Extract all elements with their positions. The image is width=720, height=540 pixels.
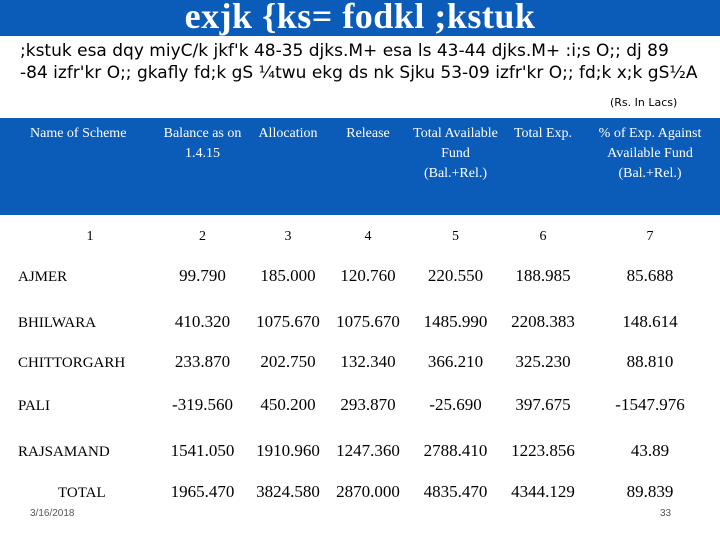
table-cell: 3824.580 — [256, 482, 320, 501]
table-cell: 220.550 — [427, 266, 484, 285]
table-cell: 1965.470 — [170, 482, 235, 501]
table-cell: 1541.050 — [170, 441, 235, 460]
table-cell: 185.000 — [260, 266, 316, 285]
table-cell: 233.870 — [174, 352, 231, 371]
column-number: 1 — [86, 229, 94, 244]
units-label: (Rs. In Lacs) — [610, 96, 678, 109]
column-number: 2 — [199, 229, 206, 244]
column-number: 4 — [364, 229, 372, 244]
scheme-name: AJMER — [18, 269, 68, 285]
table-cell: 366.210 — [427, 352, 484, 371]
column-header: Release — [346, 126, 390, 141]
table-cell: 397.675 — [515, 395, 571, 414]
table-cell: 132.340 — [340, 352, 396, 371]
page-number: 33 — [660, 508, 672, 519]
table-cell: 99.790 — [179, 266, 226, 285]
column-header: Total Exp. — [513, 126, 573, 141]
table-cell: 89.839 — [626, 482, 674, 501]
column-number: 3 — [284, 229, 292, 244]
table-cell: 4835.470 — [423, 482, 488, 501]
scheme-name: TOTAL — [58, 485, 106, 501]
table-cell: 2870.000 — [336, 482, 400, 501]
scheme-name: BHILWARA — [18, 315, 97, 331]
column-header: Allocation — [258, 126, 318, 141]
column-header: Total Available Fund (Bal.+Rel.) — [413, 126, 498, 181]
table-cell: 450.200 — [260, 395, 316, 414]
table-cell: 4344.129 — [511, 482, 575, 501]
table-cell: 2788.410 — [423, 441, 488, 460]
column-header: Name of Scheme — [30, 126, 127, 141]
scheme-name: PALI — [18, 398, 50, 414]
column-header: % of Exp. Against Available Fund (Bal.+Rel.) — [598, 126, 702, 181]
table-cell: -1547.976 — [615, 395, 685, 414]
table-cell: 148.614 — [622, 312, 678, 331]
column-number: 6 — [539, 229, 547, 244]
table-cell: 120.760 — [340, 266, 396, 285]
table-cell: -319.560 — [172, 395, 233, 414]
column-number: 5 — [452, 229, 459, 244]
slide-title: exjk {ks= fodkl ;kstuk — [184, 0, 536, 36]
table-cell: 1485.990 — [423, 312, 488, 331]
table-cell: 410.320 — [174, 312, 231, 331]
table-cell: 88.810 — [626, 352, 674, 371]
column-header: Balance as on 1.4.15 — [163, 126, 242, 161]
table-cell: 325.230 — [515, 352, 571, 371]
table-cell: 1247.360 — [336, 441, 400, 460]
footer-date: 3/16/2018 — [30, 508, 75, 519]
table-cell: 1223.856 — [511, 441, 575, 460]
table-cell: 202.750 — [260, 352, 316, 371]
table-cell: 2208.383 — [511, 312, 575, 331]
table-cell: 85.688 — [626, 266, 674, 285]
table-cell: 1910.960 — [256, 441, 320, 460]
table-cell: 43.89 — [630, 441, 670, 460]
table-cell: 1075.670 — [336, 312, 400, 331]
intro-text: ;kstuk esa dqy miyC/k jkf'k 48-35 djks.M+ esa ls 43-44 djks.M+ :i;s O;; dj 89 -84 izfr'kr O;; gkafly fd;k gS ¼twu ekg ds nk Sjku 53-09 izfr'kr O;; fd;k x;k gS½A — [20, 41, 698, 83]
scheme-name: CHITTORGARH — [18, 355, 126, 371]
table-cell: 188.985 — [515, 266, 571, 285]
scheme-name: RAJSAMAND — [18, 444, 110, 460]
table-cell: 293.870 — [340, 395, 396, 414]
table-cell: 1075.670 — [256, 312, 320, 331]
column-number: 7 — [646, 229, 654, 244]
table-cell: -25.690 — [429, 395, 482, 414]
